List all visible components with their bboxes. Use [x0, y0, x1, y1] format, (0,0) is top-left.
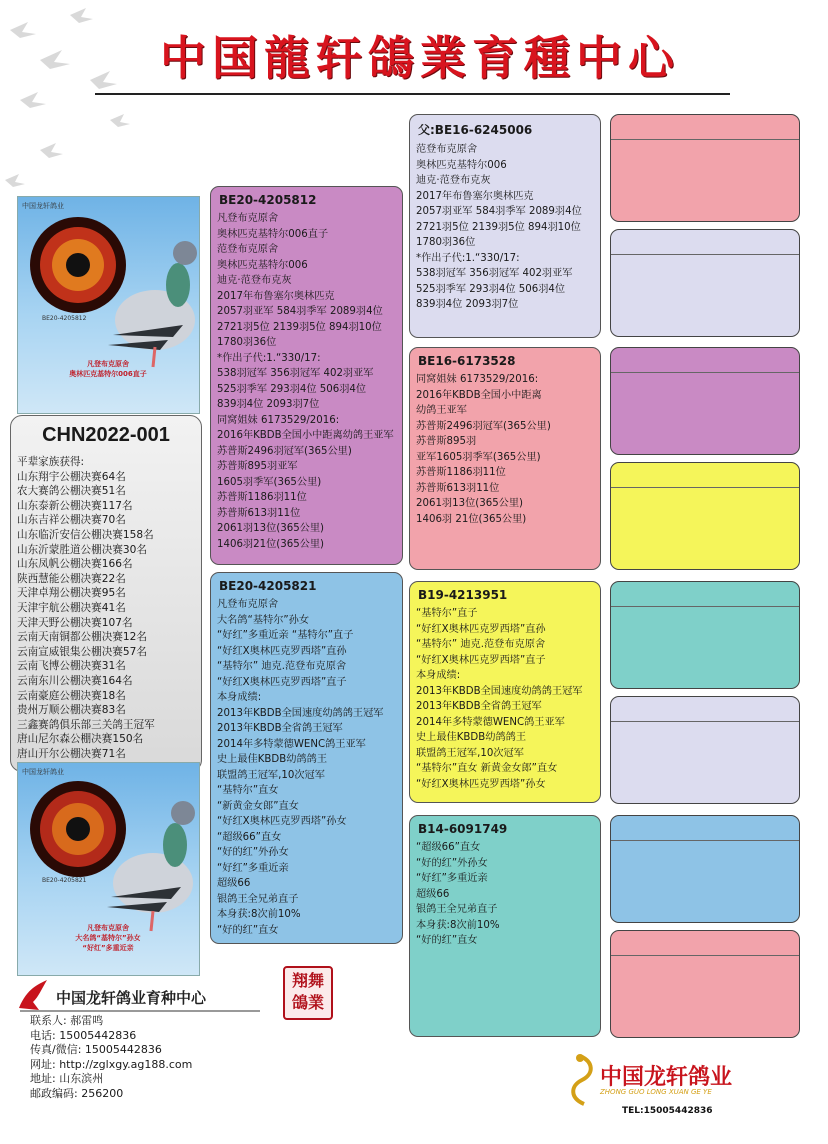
family-results-list [11, 455, 201, 761]
pedigree-line: 范登布克原舍 [416, 144, 478, 155]
family-result-line: 山东吉祥公棚决赛70名 [17, 514, 126, 527]
sire-pedigree-box [210, 186, 403, 565]
pedigree-line: 1780羽36位 [416, 237, 476, 248]
family-result-line: 农大赛鸽公棚决赛51名 [17, 485, 126, 498]
pedigree-line: “基特尔”直女 [217, 785, 279, 796]
pedigree-line: 2057羽亚军 584羽季军 2089羽4位 [416, 206, 582, 217]
family-result-line: 唐山尼尔森公棚决赛150名 [17, 733, 144, 746]
pedigree-line: 苏普斯2496羽冠军(365公里) [217, 445, 352, 457]
pedigree-line: 2013年KBDB全国速度幼鸽鸽王冠军 [416, 685, 583, 697]
great-grandparent-box [610, 815, 800, 923]
dam-dam-ring-number: B14-6091749 [418, 822, 508, 836]
pedigree-line: 2014年多特蒙德WENC鸽王亚军 [217, 738, 366, 750]
pedigree-line: “基特尔”直女 新黄金女郎”直女 [416, 763, 558, 774]
box-header-band [611, 931, 799, 956]
pedigree-line: 苏普斯1186羽11位 [416, 467, 506, 478]
pedigree-line: 苏普斯895羽亚军 [217, 461, 298, 472]
pedigree-line: 苏普斯1186羽11位 [217, 492, 307, 503]
photo-caption [38, 359, 178, 379]
great-grandparent-box [610, 114, 800, 222]
pedigree-line: “好的红”外孙女 [416, 857, 488, 869]
pedigree-line: 幼鸽王亚军 [416, 405, 467, 416]
footer-logo-tel: TEL:15005442836 [622, 1106, 713, 1116]
pedigree-line: *作出子代:1.“330/17: [416, 252, 520, 264]
pedigree-line: 538羽冠军 356羽冠军 402羽亚军 [416, 268, 573, 279]
pedigree-line: 凡登布克原舍 [217, 599, 279, 610]
box-header-band [611, 115, 799, 140]
family-result-line: 天津宇航公棚决赛41名 [17, 601, 126, 614]
pedigree-line: “好红X奥林匹克罗西塔”孙女 [217, 816, 347, 827]
dam-sire-details [410, 606, 600, 792]
family-result-line: 天津天野公棚决赛107名 [17, 616, 133, 629]
photo-brand-tag: 中国龙轩鸽业 [22, 202, 64, 210]
pedigree-line: 本身成绩: [217, 692, 262, 703]
pedigree-line: 本身成绩: [416, 670, 461, 681]
great-grandparent-box [610, 347, 800, 455]
seal-text: 翔舞鴿業 [291, 971, 324, 1012]
pedigree-line: 1605羽季军(365公里) [217, 476, 322, 488]
pedigree-line: “好红”多重近亲 [217, 862, 289, 874]
pedigree-line: 奥林匹克基特尔006 [217, 259, 308, 271]
family-result-line: 云南天南铜都公棚决赛12名 [17, 631, 148, 644]
page-title: 中国龍轩鴿業育種中心 [160, 31, 680, 85]
great-grandparent-box [610, 229, 800, 337]
pedigree-line: 苏普斯895羽 [416, 436, 477, 447]
sire-details [211, 211, 402, 552]
box-header-band [611, 348, 799, 373]
box-header-band [611, 697, 799, 722]
pedigree-line: 2013年KBDB全省鸽王冠军 [217, 723, 343, 734]
pedigree-line: 史上最佳KBDB幼鸽鸽王 [416, 732, 527, 743]
pedigree-line: 2013年KBDB全国速度幼鸽鸽王冠军 [217, 707, 384, 719]
pedigree-line: 538羽冠军 356羽冠军 402羽亚军 [217, 368, 374, 379]
contact-line: 网址: http://zglxgy.ag188.com [30, 1057, 193, 1071]
pedigree-line: 839羽4位 2093羽7位 [416, 299, 519, 310]
pedigree-line: 2014年多特蒙德WENC鸽王亚军 [416, 716, 565, 728]
pedigree-line: 2013年KBDB全省鸽王冠军 [416, 701, 542, 712]
photo-caption-line: 凡登布克原舍 [87, 924, 129, 932]
family-result-line: 云南飞博公棚决赛31名 [17, 660, 126, 673]
granddam-ring-number: BE16-6173528 [418, 354, 516, 368]
pedigree-line: “新黄金女郎”直女 [217, 800, 299, 812]
pedigree-line: 2721羽5位 2139羽5位 894羽10位 [416, 221, 581, 233]
photo-caption-line: 凡登布克原舍 [87, 360, 129, 368]
family-result-line: 贵州万顺公棚决赛83名 [17, 704, 126, 717]
photo-caption-line: 奥林匹克基特尔006直子 [69, 370, 147, 378]
footer-logo-name: 中国龙轩鸽业 [600, 1064, 733, 1090]
pedigree-line: “好红X奥林匹克罗西塔”孙女 [416, 778, 546, 790]
pedigree-line: 超级66 [416, 888, 450, 900]
contact-line: 地址: 山东滨州 [30, 1072, 104, 1085]
pedigree-line: “好红X奥林匹克罗西塔”直子 [217, 676, 347, 688]
pedigree-line: 大名鸽“基特尔”孙女 [217, 614, 310, 626]
dam-details [211, 597, 402, 938]
pedigree-line: “好红”多重近亲 “基特尔”直子 [217, 630, 354, 641]
grandsire-pedigree-box [409, 114, 601, 338]
pedigree-line: 本身获:8次前10% [217, 909, 301, 920]
family-result-line: 山东凤帆公棚决赛166名 [17, 558, 133, 571]
pedigree-line: *作出子代:1.“330/17: [217, 352, 321, 364]
contact-line: 联系人: 郝雷鸣 [30, 1014, 104, 1027]
grandsire-ring-number: 父:BE16-6245006 [418, 123, 533, 137]
pigeon-photo-sire [17, 196, 200, 414]
family-result-line: 陕西慧能公棚决赛22名 [17, 572, 126, 585]
contact-line: 电话: 15005442836 [30, 1028, 137, 1042]
seal-stamp [283, 966, 333, 1020]
pedigree-line: 839羽4位 2093羽7位 [217, 399, 320, 410]
pedigree-line: 奥林匹克基特尔006 [416, 159, 507, 171]
pedigree-line: “基特尔” 迪克.范登布克原舍 [416, 639, 546, 650]
photo-caption [48, 923, 168, 953]
granddam-pedigree-box [409, 347, 601, 570]
pedigree-line: 1780羽36位 [217, 337, 277, 348]
company-underline [20, 1010, 260, 1012]
box-header-band [611, 582, 799, 607]
pedigree-line: 迪克·范登布克灰 [217, 275, 292, 286]
family-result-line: 云南宣威银集公棚决赛57名 [17, 645, 148, 658]
pedigree-line: “基特尔”直子 [416, 608, 478, 619]
contact-line: 邮政编码: 256200 [30, 1086, 124, 1100]
dam-dam-details [410, 840, 600, 949]
title-divider [95, 93, 730, 95]
pedigree-line: 2057羽亚军 584羽季军 2089羽4位 [217, 306, 383, 317]
family-result-line: 山东沂蒙胜道公棚决赛30名 [17, 543, 148, 556]
pedigree-line: 同窝姐妹 6173529/2016: [217, 414, 340, 426]
footer-logo [560, 1052, 800, 1122]
box-header-band [611, 816, 799, 841]
family-result-line: 云南东川公棚决赛164名 [17, 674, 133, 687]
pedigree-line: “超级66”直女 [416, 842, 481, 853]
pedigree-line: “好红”多重近亲 [416, 873, 488, 884]
great-grandparent-box [610, 462, 800, 570]
pedigree-line: 迪克·范登布克灰 [416, 175, 491, 186]
photo-caption-line: 大名鸽“基特尔”孙女 [75, 934, 141, 942]
family-result-line: 山东翔宇公棚决赛64名 [17, 470, 126, 483]
pedigree-line: 2017年布鲁塞尔奥林匹克 [416, 190, 534, 202]
family-result-line: 山东泰新公棚决赛117名 [17, 499, 133, 512]
dam-dam-pedigree-box [409, 815, 601, 1037]
box-header-band [611, 463, 799, 488]
pedigree-line: 联盟鸽王冠军,10次冠军 [217, 769, 325, 781]
pedigree-line: 银鸽王全兄弟直子 [416, 904, 498, 915]
pedigree-line: 史上最佳KBDB幼鸽鸽王 [217, 754, 328, 765]
pedigree-line: “好红X奥林匹克罗西塔”直子 [416, 654, 546, 666]
pedigree-line: “超级66”直女 [217, 831, 282, 843]
pedigree-line: 2016年KBDB全国小中距离幼鸽王亚军 [217, 430, 394, 441]
pedigree-line: 苏普斯2496羽冠军(365公里) [416, 420, 551, 432]
pedigree-line: 凡登布克原舍 [217, 213, 279, 224]
pedigree-line: “好红X奥林匹克罗西塔”直孙 [416, 623, 546, 635]
pigeon-id: CHN2022-001 [42, 424, 170, 446]
pigeon-body-image [93, 235, 200, 375]
pedigree-line: “好的红”直女 [217, 924, 279, 936]
pedigree-line: “好红X奥林匹克罗西塔”直孙 [217, 645, 347, 657]
contact-line: 传真/微信: 15005442836 [30, 1043, 162, 1056]
pedigree-line: “基特尔” 迪克.范登布克原舍 [217, 661, 347, 672]
pedigree-line: 同窝姐妹 6173529/2016: [416, 374, 539, 385]
dam-sire-ring-number: B19-4213951 [418, 588, 508, 602]
pedigree-line: 范登布克原舍 [217, 244, 279, 255]
great-grandparent-box [610, 930, 800, 1038]
company-name: 中国龙轩鸽业育种中心 [56, 989, 207, 1007]
grandsire-details [410, 142, 600, 313]
granddam-details [410, 372, 600, 527]
great-grandparent-box [610, 696, 800, 804]
contact-info [30, 1014, 280, 1101]
pedigree-line: 1406羽21位(365公里) [217, 538, 325, 550]
pigeon-photo-dam [17, 762, 200, 976]
dam-sire-pedigree-box [409, 581, 601, 803]
pedigree-line: 2061羽13位(365公里) [416, 498, 524, 509]
pedigree-line: “好的红”外孙女 [217, 847, 289, 858]
family-result-line: 三鑫赛鸽俱乐部三关鸽王冠军 [17, 718, 155, 731]
pigeon-body-image [93, 793, 200, 943]
red-dove-logo [17, 978, 49, 1012]
photo-brand-tag: 中国龙轩鸽业 [22, 768, 64, 776]
pedigree-line: 2017年布鲁塞尔奥林匹克 [217, 290, 335, 302]
dam-ring-number: BE20-4205821 [219, 579, 317, 593]
sire-ring-number: BE20-4205812 [219, 193, 317, 207]
dragon-icon [560, 1052, 600, 1108]
family-result-line: 唐山开尔公棚决赛71名 [17, 747, 126, 760]
great-grandparent-box [610, 581, 800, 689]
pedigree-line: 525羽季军 293羽4位 506羽4位 [416, 283, 566, 295]
pedigree-line: 2016年KBDB全国小中距离 [416, 389, 542, 401]
pedigree-line: 1406羽 21位(365公里) [416, 513, 527, 525]
photo-caption-line: “好红”多重近亲 [82, 944, 134, 952]
pedigree-line: 奥林匹克基特尔006直子 [217, 228, 329, 240]
box-header-band [611, 230, 799, 255]
pedigree-line: 联盟鸽王冠军,10次冠军 [416, 747, 524, 759]
pedigree-line: 银鸽王全兄弟直子 [217, 893, 299, 905]
pedigree-line: 超级66 [217, 878, 251, 889]
photo-ring-number: BE20-4205821 [42, 877, 87, 884]
pedigree-line: 525羽季军 293羽4位 506羽4位 [217, 383, 367, 395]
family-result-line: 平辈家族获得: [17, 456, 85, 468]
pedigree-line: 2061羽13位(365公里) [217, 523, 325, 534]
pedigree-line: 亚军1605羽季军(365公里) [416, 451, 541, 463]
pigeon-id-panel [10, 415, 202, 772]
footer-logo-pinyin: ZHONG GUO LONG XUAN GE YE [600, 1088, 712, 1096]
photo-ring-number: BE20-4205812 [42, 315, 87, 322]
pedigree-line: “好的红”直女 [416, 935, 478, 946]
family-result-line: 天津卓翔公棚决赛95名 [17, 587, 126, 600]
pedigree-line: 本身获:8次前10% [416, 919, 500, 931]
pedigree-line: 苏普斯613羽11位 [217, 507, 301, 519]
dam-pedigree-box [210, 572, 403, 944]
pedigree-line: 苏普斯613羽11位 [416, 482, 500, 494]
pedigree-line: 2721羽5位 2139羽5位 894羽10位 [217, 321, 382, 333]
family-result-line: 云南豪庭公棚决赛18名 [17, 689, 126, 702]
family-result-line: 山东临沂安信公棚决赛158名 [17, 528, 154, 541]
